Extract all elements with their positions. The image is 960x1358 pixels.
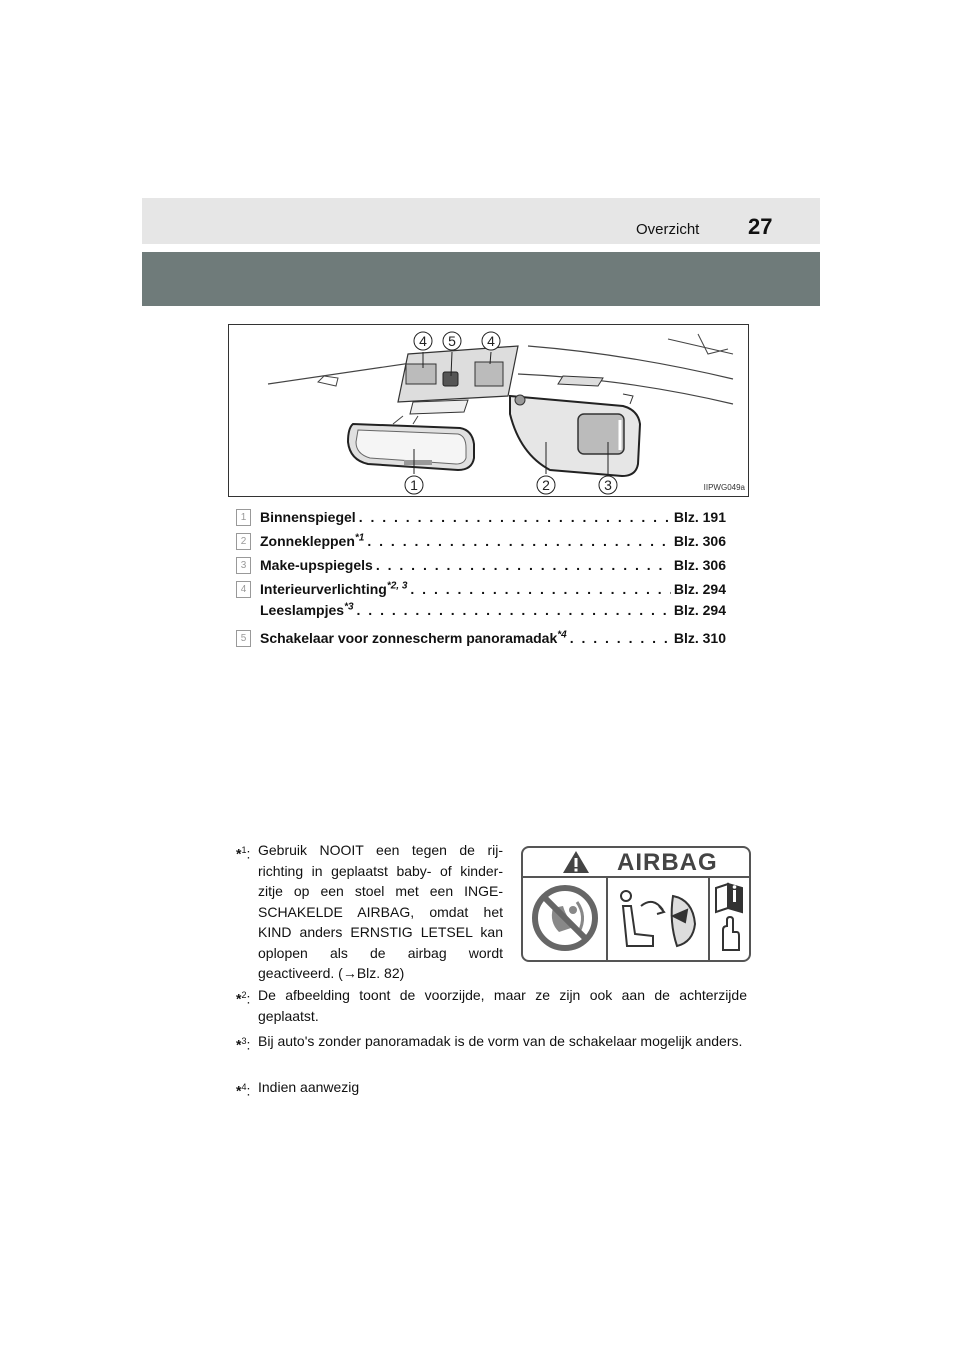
callout-4-left: 4 bbox=[419, 333, 427, 349]
item-label: Binnenspiegel bbox=[260, 509, 356, 525]
airbag-title: AIRBAG bbox=[617, 849, 718, 876]
item-label: Leeslampjes bbox=[260, 602, 345, 618]
item-label: Schakelaar voor zonnescherm panoramadak bbox=[260, 630, 558, 646]
page-number: 27 bbox=[748, 214, 773, 239]
item-footnote-mark: *3 bbox=[344, 601, 354, 613]
section-title: Overzicht bbox=[636, 221, 700, 238]
item-page-ref[interactable]: Blz. 310 bbox=[673, 630, 726, 646]
item-list bbox=[236, 506, 726, 651]
item-page-ref[interactable]: Blz. 191 bbox=[673, 509, 726, 525]
item-page-ref[interactable]: Blz. 306 bbox=[673, 557, 726, 573]
header-bar bbox=[142, 198, 820, 244]
footnote-text: De afbeelding toont de voorzijde, maar ze zijn ook aan de achterzijde geplaatst. bbox=[258, 987, 747, 1024]
read-manual-icon bbox=[716, 884, 742, 950]
item-number: 4 bbox=[236, 581, 251, 598]
airbag-warning-label bbox=[521, 846, 751, 962]
callout-5: 5 bbox=[448, 333, 456, 349]
callout-1: 1 bbox=[410, 477, 418, 493]
item-number: 1 bbox=[236, 509, 251, 526]
item-number: 2 bbox=[236, 533, 251, 550]
illustration-svg bbox=[228, 324, 749, 497]
list-item bbox=[236, 627, 726, 651]
warning-triangle-icon bbox=[561, 849, 591, 875]
list-item bbox=[236, 599, 726, 623]
footnote-2: *$^2$: De afbeelding toont de voorzijde, maar ze zijn ook aan de achterzijde geplaatst. bbox=[236, 985, 747, 1026]
item-label: Interieurverlichting bbox=[260, 581, 387, 597]
item-footnote-mark: *2, 3 bbox=[386, 580, 408, 592]
item-number: 5 bbox=[236, 630, 251, 647]
callout-2: 2 bbox=[542, 477, 550, 493]
list-item bbox=[236, 506, 726, 530]
callout-3: 3 bbox=[604, 477, 612, 493]
footnote-4: *$^4$: Indien aanwezig bbox=[236, 1077, 747, 1098]
header-band bbox=[142, 252, 820, 306]
list-item bbox=[236, 554, 726, 578]
overhead-console-illustration bbox=[228, 324, 749, 497]
item-footnote-mark: *1 bbox=[354, 532, 365, 544]
figure-code: IIPWG049a bbox=[703, 483, 745, 492]
item-label: Zonnekleppen bbox=[260, 533, 355, 549]
callout-4-right: 4 bbox=[487, 333, 495, 349]
footnote-text: Gebruik NOOIT een tegen de rij-richting in geplaatst baby- of kinder-zitje op een stoel met een INGE-SCHAKELDE AIRBAG, omdat het KIND anders ERNSTIG LETSEL kan oplopen als de airbag wordt geactiveerd. (→Blz. 82) bbox=[258, 842, 503, 981]
footnote-text: Bij auto's zonder panoramadak is de vorm van de schakelaar mogelijk anders. bbox=[258, 1033, 743, 1049]
item-page-ref[interactable]: Blz. 294 bbox=[673, 581, 726, 597]
no-rear-facing-seat-icon bbox=[535, 888, 595, 948]
item-page-ref[interactable]: Blz. 294 bbox=[673, 602, 726, 618]
footnote-text: Indien aanwezig bbox=[258, 1079, 360, 1095]
list-item bbox=[236, 530, 726, 554]
item-page-ref[interactable]: Blz. 306 bbox=[673, 533, 726, 549]
airbag-deploy-icon bbox=[621, 891, 695, 946]
footnote-1: *$^1$: Gebruik NOOIT een tegen de rij-richting in geplaatst baby- of kinder-zitje op een stoel met een INGE-SCHAKELDE AIRBAG, omdat het KIND anders ERNSTIG LETSEL kan oplopen als de airbag wordt geactiveerd. (→Blz. 82) bbox=[236, 840, 503, 984]
airbag-pictograms bbox=[523, 876, 749, 960]
item-footnote-mark: *4 bbox=[557, 629, 567, 641]
item-label: Make-upspiegels bbox=[260, 557, 373, 573]
item-number: 3 bbox=[236, 557, 251, 574]
footnote-3: *$^3$: Bij auto's zonder panoramadak is de vorm van de schakelaar mogelijk anders. bbox=[236, 1031, 747, 1052]
